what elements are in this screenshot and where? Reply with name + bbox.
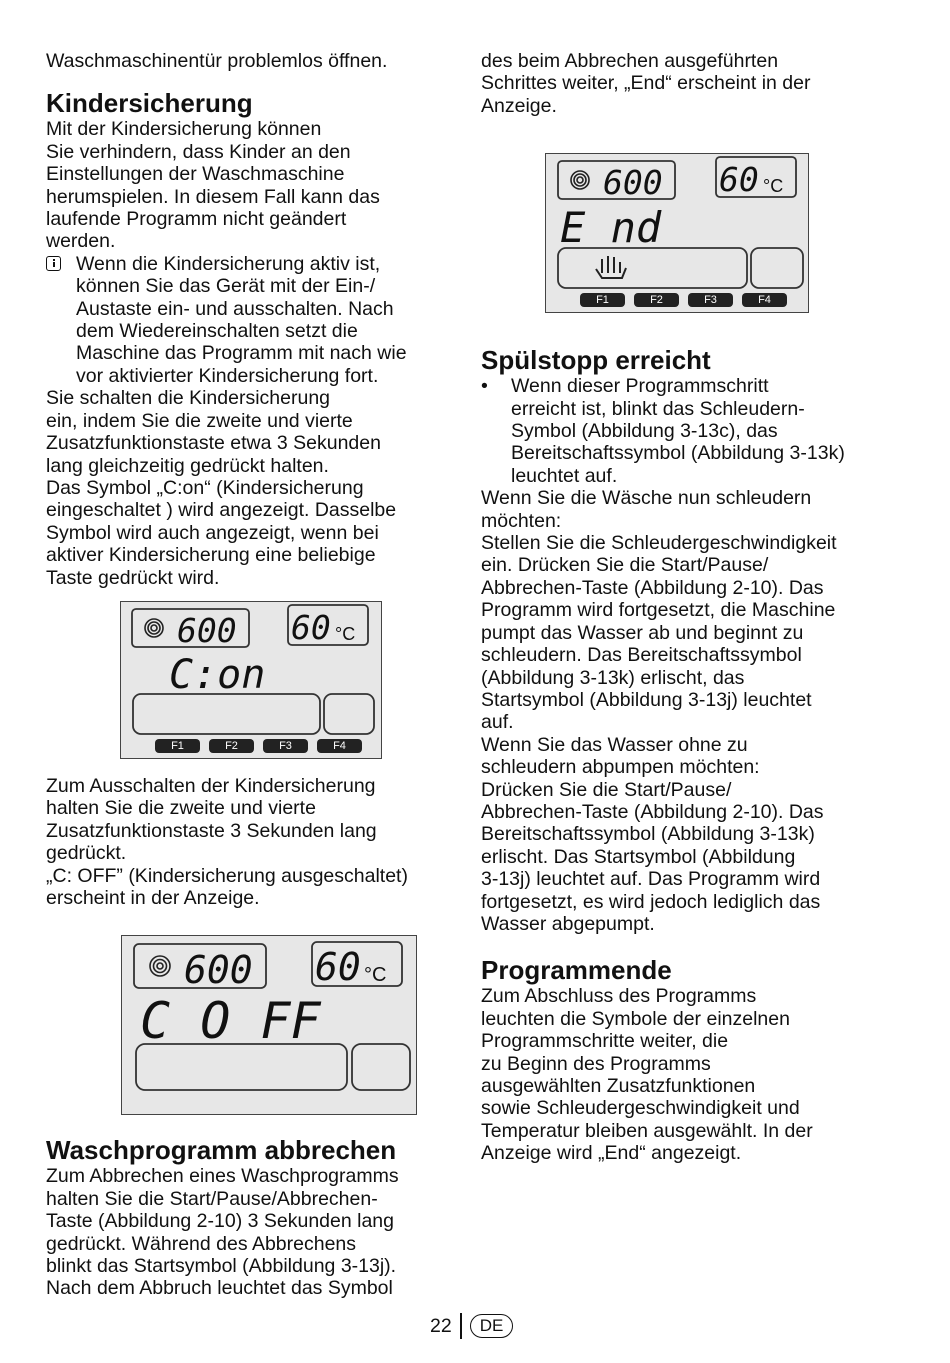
temp-unit: °C — [763, 176, 784, 197]
heading-abbrechen: Waschprogramm abbrechen — [46, 1135, 397, 1166]
hand-wash-icon — [596, 256, 626, 278]
main-readout: C O FF — [140, 992, 321, 1051]
display-c-on — [120, 601, 382, 759]
f4-key: F4 — [317, 739, 362, 753]
temp-unit: °C — [335, 623, 356, 644]
temp-readout: 60 — [719, 160, 759, 200]
display-end — [545, 153, 809, 313]
page-footer — [430, 1313, 513, 1339]
heading-programmende: Programmende — [481, 955, 672, 986]
heading-kindersicherung: Kindersicherung — [46, 88, 253, 119]
kinder-note — [46, 253, 456, 387]
spuel-paragraph-1: Wenn Sie die Wäsche nun schleudern möchten: Stellen Sie die Schleudergeschwindigkeit ein. Drücken Sie die Start/Pause/ Abbrechen-Taste (Abbildung 2-10). Das Programm wird fortgesetzt, die Maschine pumpt das Wasser ab und beginnt zu schleudern. Das Bereitschaftssymbol (Abbildung 3-13k) erlischt, das Startsymbol (Abbildung 3-13j) leuchtet auf. — [481, 487, 837, 734]
left-column — [46, 50, 456, 1300]
temp-readout: 60 — [315, 945, 361, 990]
spin-icon — [145, 619, 163, 637]
heading-spuelstopp: Spülstopp erreicht — [481, 345, 711, 376]
f2-key: F2 — [209, 739, 254, 753]
spuel-bullet-text: Wenn dieser Programmschritt erreicht ist, blinkt das Schleudern- Symbol (Abbildung 3-13c), das Bereitschaftssymbol (Abbildung 3-13k) leuchtet auf. — [511, 375, 845, 487]
info-icon — [46, 256, 61, 271]
speed-readout: 600 — [177, 610, 237, 650]
spin-icon — [150, 956, 170, 976]
main-readout: E nd — [560, 203, 662, 253]
kinder-note-text: Wenn die Kindersicherung aktiv ist, können Sie das Gerät mit der Ein-/ Austaste ein- und ausschalten. Nach dem Wiedereinschalten setzt die Maschine das Programm mit nach wie vor aktivierter Kindersicherung fort. — [76, 252, 407, 387]
f3-key: F3 — [263, 739, 308, 753]
footer-divider — [460, 1313, 462, 1339]
kinder-paragraph-3: Zum Ausschalten der Kindersicherung halten Sie die zweite und vierte Zusatzfunktionstaste 3 Sekunden lang gedrückt. „C: OFF” (Kindersicherung ausgeschaltet) erscheint in der Anzeige. — [46, 774, 408, 909]
main-readout: C:on — [169, 651, 266, 698]
ende-paragraph-1: Zum Abschluss des Programms leuchten die Symbole der einzelnen Programmschritte weiter, die zu Beginn des Programms ausgewählten Zusatzfunktionen sowie Schleudergeschwindigkeit und Temperatur bleiben ausgewählt. In der Anzeige wird „End“ angezeigt. — [481, 985, 813, 1165]
spin-icon — [571, 171, 589, 189]
function-keys — [155, 739, 362, 753]
kinder-paragraph-1: Mit der Kindersicherung können Sie verhindern, dass Kinder an den Einstellungen der Waschmaschine herumspielen. In diesem Fall kann das laufende Programm nicht geändert werden. — [46, 118, 380, 253]
temp-readout: 60 — [291, 607, 331, 647]
function-keys — [580, 293, 787, 307]
intro-text: Waschmaschinentür problemlos öffnen. — [46, 50, 388, 72]
abbrechen-paragraph-1: Zum Abbrechen eines Waschprogramms halten Sie die Start/Pause/Abbrechen- Taste (Abbildung 2-10) 3 Sekunden lang gedrückt. Während des Abbrechens blinkt das Startsymbol (Abbildung 3-13j). Nach dem Abbruch leuchtet das Symbol — [46, 1165, 399, 1300]
spuel-bullet: • Wenn dieser Programmschritt erreicht ist, blinkt das Schleudern- Symbol (Abbildung 3-13c), das Bereitschaftssymbol (Abbildung 3-13k) leuchtet auf. — [481, 375, 901, 487]
f1-key: F1 — [155, 739, 200, 753]
f2-key: F2 — [634, 293, 679, 307]
language-badge: DE — [470, 1314, 514, 1338]
f1-key: F1 — [580, 293, 625, 307]
speed-readout: 600 — [184, 948, 253, 993]
abbrechen-paragraph-2: des beim Abbrechen ausgeführten Schrittes weiter, „End“ erscheint in der Anzeige. — [481, 50, 811, 117]
f4-key: F4 — [742, 293, 787, 307]
display-c-off — [121, 935, 417, 1115]
speed-readout: 600 — [603, 163, 663, 203]
kinder-paragraph-2: Sie schalten die Kindersicherung ein, indem Sie die zweite und vierte Zusatzfunktionstaste etwa 3 Sekunden lang gleichzeitig gedrückt halten. Das Symbol „C:on“ (Kindersicherung eingeschaltet ) wird angezeigt. Dasselbe Symbol wird auch angezeigt, wenn bei aktiver Kindersicherung eine beliebige Taste gedrückt wird. — [46, 387, 397, 589]
spuel-paragraph-2: Wenn Sie das Wasser ohne zu schleudern abpumpen möchten: Drücken Sie die Start/Pause/ Abbrechen-Taste (Abbildung 2-10). Das Bereitschaftssymbol (Abbildung 3-13k) erlischt. Das Startsymbol (Abbildung 3-13j) leuchtet auf. Das Programm wird fortgesetzt, es wird jedoch lediglich das Wasser abgepumpt. — [481, 733, 824, 935]
page-number: 22 — [430, 1314, 452, 1337]
right-column — [481, 50, 901, 1165]
f3-key: F3 — [688, 293, 733, 307]
temp-unit: °C — [364, 964, 387, 987]
